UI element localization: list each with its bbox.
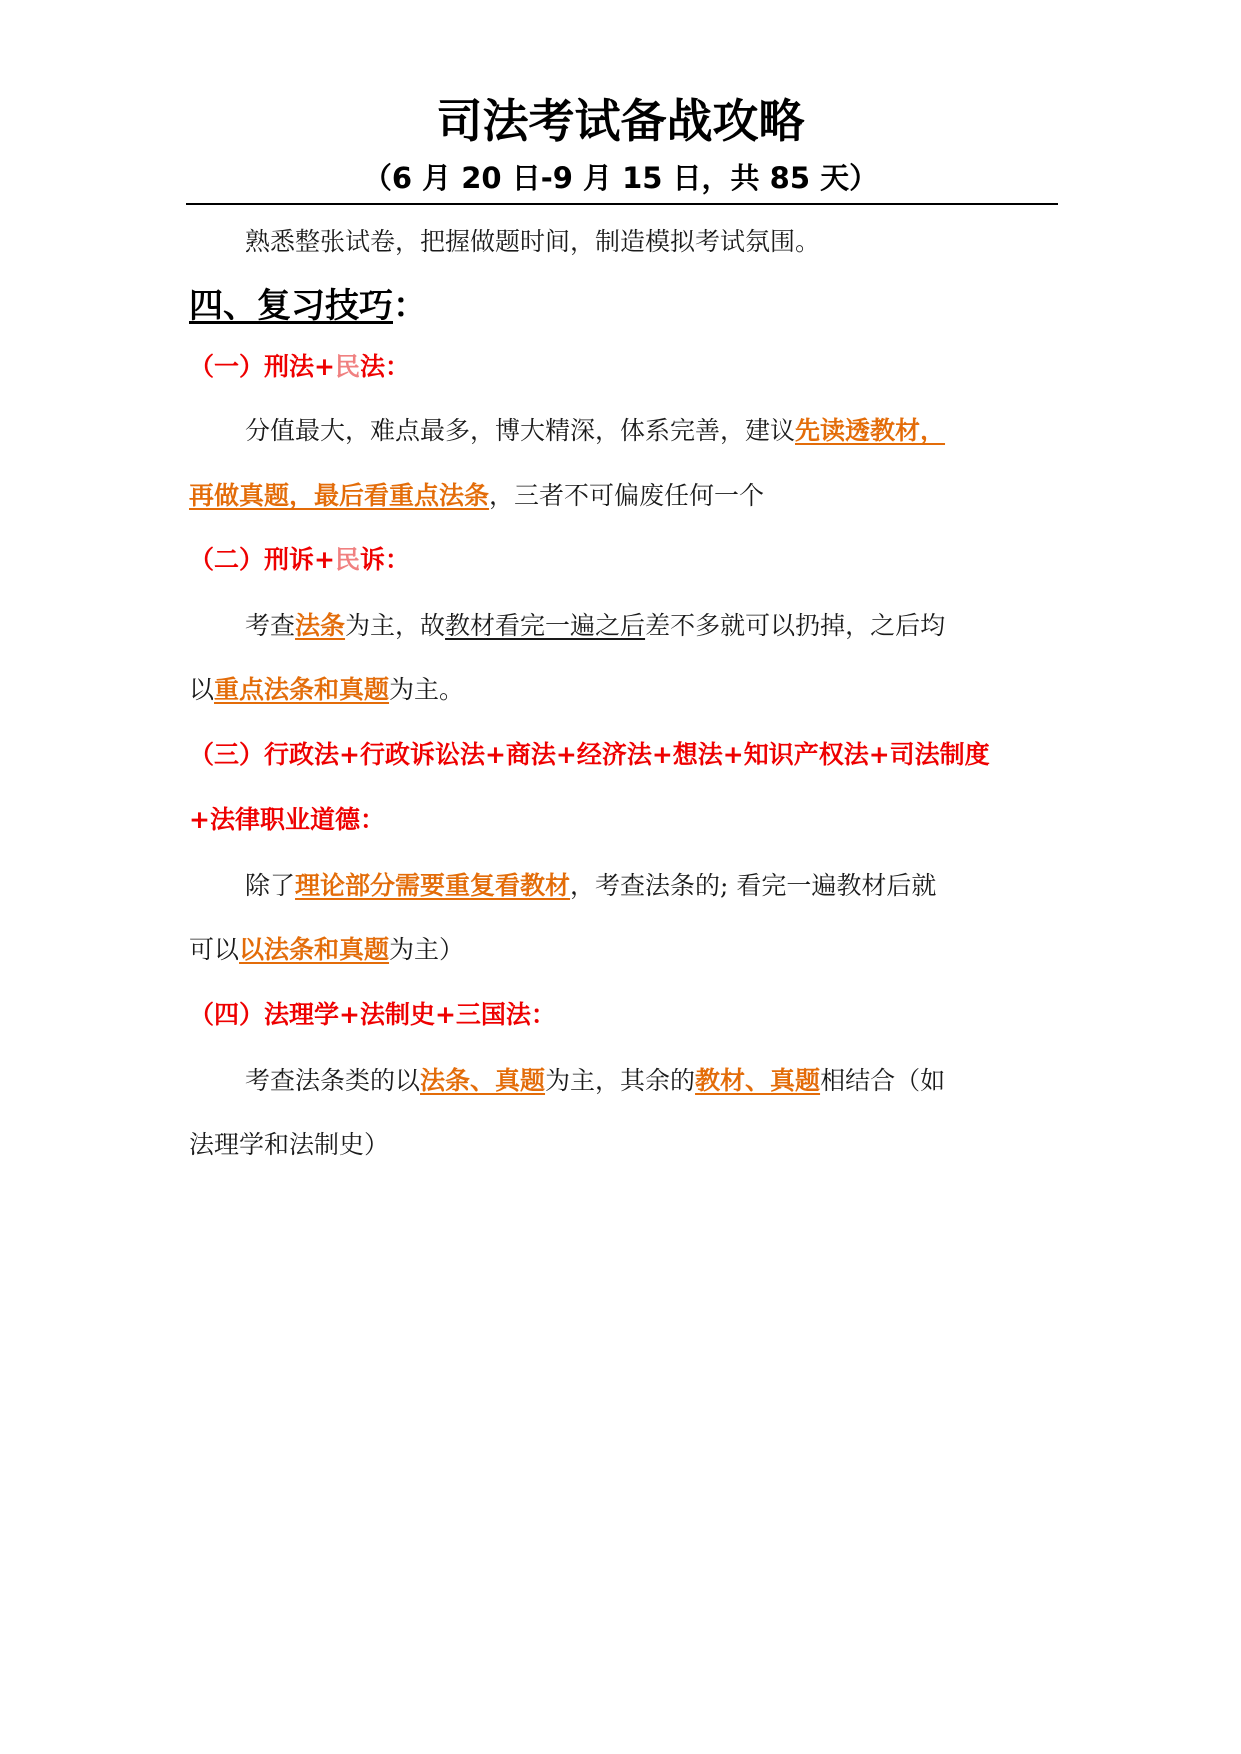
subsection-1-line-2 [189,476,1069,516]
body-text: 以 [189,675,215,704]
subsection-4-line-1 [245,1061,1065,1101]
subsection-4-heading: （四）法理学+法制史+三国法： [189,1000,556,1029]
highlight-text: 先读透教材， [795,416,946,445]
body-text: 可以 [189,935,240,964]
subsection-1-heading-part: 民 [334,352,360,381]
section-heading-text: 四、复习技巧 [189,286,393,326]
subsection-2-heading [189,540,410,580]
subsection-1-heading-part: 法： [359,352,410,381]
body-text: 考查 [245,611,296,640]
section-heading [189,281,427,331]
subsection-2-line-2 [189,670,1069,710]
body-text: 为主，故 [345,611,446,640]
body-text: 为主，其余的 [545,1066,696,1095]
body-text: 除了 [245,871,296,900]
highlight-text: 法条 [295,611,346,640]
body-text: 差不多就可以扔掉，之后均 [645,611,946,640]
highlight-text: 以法条和真题 [239,935,390,964]
subsection-2-heading-part: 诉： [359,545,410,574]
body-text: 相结合（如 [820,1066,946,1095]
body-text: ，三者不可偏废任何一个 [489,481,765,510]
subsection-2-heading-part: （二）刑诉+ [189,545,335,574]
body-text: 为主） [389,935,465,964]
highlight-text: 法条、真题 [420,1066,546,1095]
subsection-4-line-2: 法理学和法制史） [189,1130,390,1159]
section-heading-colon: ： [393,286,427,326]
highlight-text: 再做真题，最后看重点法条 [189,481,490,510]
page-title: 司法考试备战攻略 [436,94,805,148]
subsection-3-heading-line-2: +法律职业道德： [189,805,385,834]
underlined-text: 教材看完一遍之后 [445,611,646,640]
subsection-1-heading-part: （一）刑法+ [189,352,335,381]
subsection-2-heading-part: 民 [334,545,360,574]
body-text: ，考查法条的; 看完一遍教材后就 [570,871,937,900]
title-divider [186,203,1058,205]
body-text: 分值最大，难点最多，博大精深，体系完善，建议 [245,416,796,445]
highlight-text: 理论部分需要重复看教材 [295,871,571,900]
subsection-3-line-2 [189,930,1069,970]
highlight-text: 教材、真题 [695,1066,821,1095]
intro-paragraph: 熟悉整张试卷，把握做题时间，制造模拟考试氛围。 [245,227,821,256]
page-subtitle: （6 月 20 日-9 月 15 日，共 85 天） [362,161,879,195]
highlight-text: 重点法条和真题 [214,675,390,704]
body-text: 为主。 [389,675,465,704]
subsection-1-line-1 [245,411,1065,451]
subsection-2-line-1 [245,606,1065,646]
subsection-3-heading-line-1: （三）行政法+行政诉讼法+商法+经济法+想法+知识产权法+司法制度 [189,740,990,769]
subsection-1-heading [189,347,410,387]
body-text: 考查法条类的以 [245,1066,421,1095]
subsection-3-line-1 [245,866,1065,906]
